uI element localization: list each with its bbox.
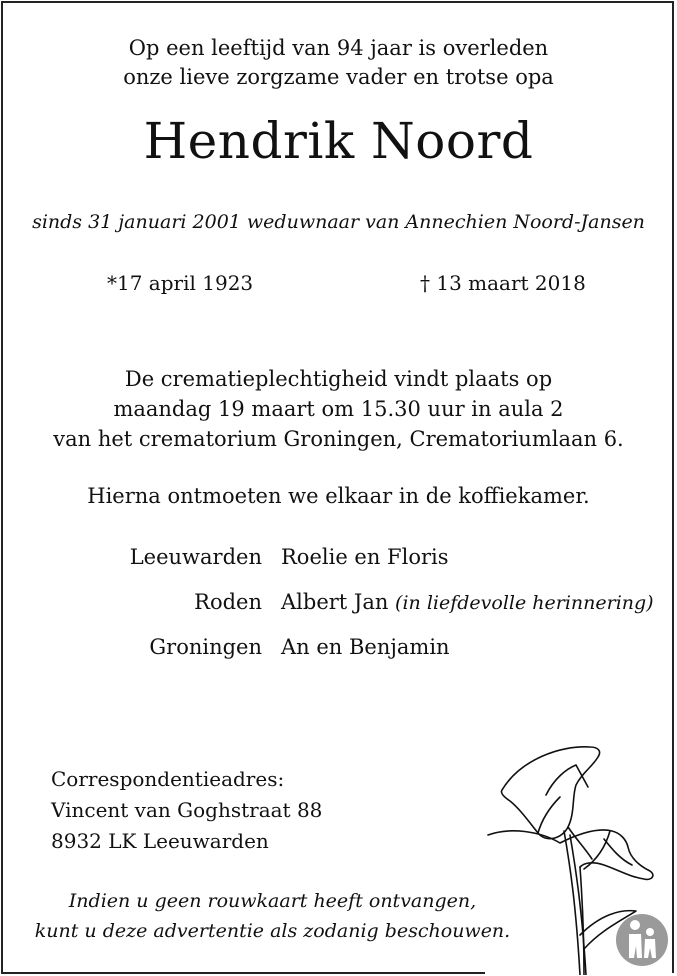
intro-line-2: onze lieve zorgzame vader en trotse opa — [123, 65, 554, 89]
correspondence-street: Vincent van Goghstraat 88 — [51, 798, 323, 822]
family-note: (in liefdevolle herinnering) — [395, 592, 654, 614]
family-names — [281, 635, 450, 659]
correspondence-label: Correspondentieadres: — [51, 767, 285, 791]
ceremony-line-1: De crematieplechtigheid vindt plaats op — [124, 367, 553, 391]
family-row — [0, 635, 677, 665]
ceremony-line-3: van het crematorium Groningen, Crematoriumlaan 6. — [53, 427, 624, 451]
intro-line-1: Op een leeftijd van 94 jaar is overleden — [128, 36, 549, 60]
family-place: Roden — [194, 590, 262, 614]
family-names-text: An en Benjamin — [281, 635, 450, 659]
correspondence-address — [51, 764, 322, 857]
ceremony-line-2: maandag 19 maart om 15.30 uur in aula 2 — [113, 397, 564, 421]
notice-line-1: Indien u geen rouwkaart heeft ontvangen, — [68, 890, 477, 912]
deceased-name: Hendrik Noord — [143, 112, 534, 170]
widowed-line: sinds 31 januari 2001 weduwnaar van Annechien Noord-Jansen — [32, 211, 645, 233]
family-names-text: Albert Jan — [281, 590, 396, 614]
ceremony-info — [0, 364, 677, 454]
family-place: Groningen — [149, 635, 262, 659]
family-row — [0, 545, 677, 575]
family-names-text: Roelie en Floris — [281, 545, 449, 569]
death-date: † 13 maart 2018 — [420, 271, 586, 295]
family-names — [281, 545, 449, 569]
memorial-figures-logo — [615, 912, 669, 968]
family-names — [281, 590, 654, 614]
correspondence-city: 8932 LK Leeuwarden — [51, 829, 269, 853]
notice-line-2: kunt u deze advertentie als zodanig beschouwen. — [34, 920, 511, 942]
family-row — [0, 590, 677, 620]
birth-date: *17 april 1923 — [107, 271, 254, 295]
frame-bottom-line — [1, 972, 485, 974]
notice-text — [0, 886, 545, 946]
intro-text — [0, 34, 677, 92]
family-place: Leeuwarden — [129, 545, 262, 569]
afterwards-text: Hierna ontmoeten we elkaar in de koffiekamer. — [87, 484, 590, 508]
